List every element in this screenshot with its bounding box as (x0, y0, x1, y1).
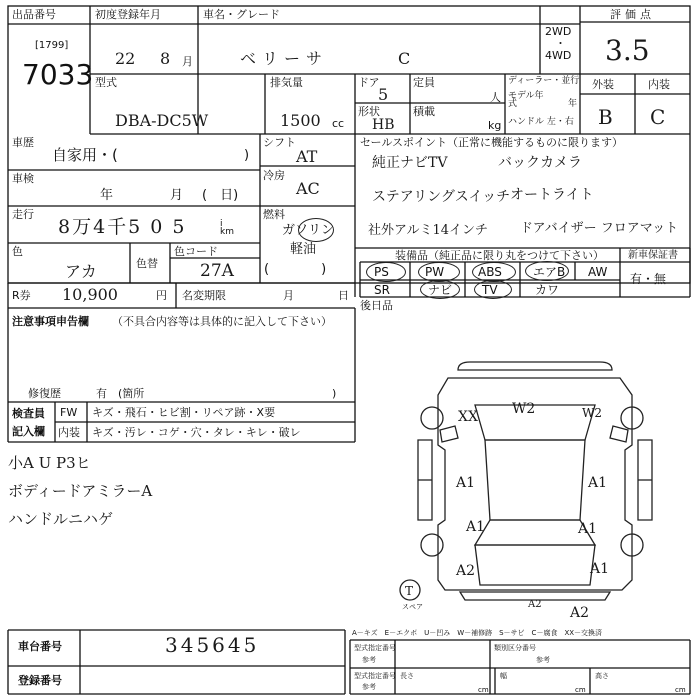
width-cm: cm (575, 686, 586, 694)
fuel-gasoline-circle (298, 218, 334, 242)
mileage-label: 走行 (12, 208, 34, 221)
chassis-value: 345645 (165, 633, 260, 657)
fw-label: FW (60, 406, 78, 419)
drive-4wd: 4WD (545, 49, 572, 62)
equip-navi: ナビ (428, 283, 453, 297)
later-label: 後日品 (360, 299, 393, 312)
exterior-label: 外装 (592, 78, 614, 91)
int-text: キズ・汚レ・コゲ・穴・タレ・キレ・破レ (92, 426, 301, 439)
color-code: 27A (200, 261, 234, 281)
equip-ps: PS (374, 265, 389, 279)
month-unit: 月 (182, 55, 193, 68)
first-reg-year: 22 (115, 49, 136, 68)
name-label: 車名・グレード (203, 8, 280, 21)
first-reg-label: 初度登録年月 (95, 8, 161, 21)
ac-value: AC (296, 179, 320, 198)
remark-3: ハンドルニハゲ (8, 510, 114, 528)
drive-dot: ・ (555, 37, 566, 50)
repair-label: 修復歴 (28, 387, 61, 400)
fuel-label: 燃料 (263, 208, 285, 221)
damage-mark-xx: XX (458, 409, 478, 425)
model-value: DBA-DC5W (115, 111, 209, 130)
fuel-light-oil: 軽油 (290, 242, 317, 257)
inspector-label-1: 検査員 (12, 407, 45, 420)
equip-sr: SR (374, 283, 390, 297)
sales-point-5: 社外アルミ14インチ (368, 223, 489, 238)
grade: C (398, 49, 411, 68)
model-label: 型式 (95, 76, 117, 89)
equip-leather: カワ (535, 283, 560, 297)
color-label: 色 (12, 245, 23, 258)
legend: A－キズ E－エクボ U－凹み W－補修跡 S－サビ C－腐食 XX－交換済 (352, 629, 603, 637)
spare-mark: T (405, 584, 414, 598)
ticket-value: 10,900 (62, 285, 118, 304)
frame-label: 型式指定番号 (354, 644, 396, 652)
lot-small: [1799] (35, 40, 69, 51)
doors-label: ドア (358, 76, 380, 89)
damage-mark-a1-rear-right: A1 (578, 521, 598, 537)
circle-pw (418, 262, 460, 282)
equip-tv: TV (482, 283, 498, 297)
remark-2: ボディードアミラーA (8, 482, 153, 500)
damage-mark-w2-right: W2 (582, 406, 602, 420)
sales-point-3: ステアリングスイッチ (372, 189, 511, 205)
class-label: 類別区分番号 (494, 644, 536, 652)
color-code-label: 色コード (174, 245, 218, 258)
doors: 5 (378, 85, 389, 104)
color-change-label: 色替 (136, 257, 158, 270)
length-label: 長さ (400, 672, 414, 680)
spare-label: スペア (402, 603, 423, 611)
lot-label: 出品番号 (12, 8, 56, 21)
damage-mark-a1-rear-left: A1 (466, 519, 486, 535)
displacement: 1500 (280, 111, 321, 130)
kg-unit: kg (488, 119, 502, 132)
circle-navi (420, 280, 460, 299)
year-unit: 年 (568, 99, 578, 109)
damage-mark-w2-front: W2 (512, 401, 536, 417)
mileage-unit: i km (220, 219, 234, 237)
yen-unit: 円 (156, 289, 167, 302)
handle-label: ハンドル 左・右 (508, 117, 574, 127)
first-reg-month: 8 (160, 49, 171, 68)
grade-eval-label: 評価点 (610, 8, 655, 21)
sales-point-6: ドアバイザー フロアマット (520, 221, 679, 236)
repair-parts: (箇所 (118, 387, 145, 400)
load-label: 積載 (413, 105, 435, 118)
mileage-value: 8万4千5 0 5 (58, 216, 187, 238)
warranty-value: 有・無 (630, 272, 667, 286)
damage-mark-a2-bumper: A2 (528, 599, 542, 610)
history-label: 車歴 (12, 136, 34, 149)
sales-point-1: 純正ナビTV (372, 155, 448, 171)
cc-unit: cc (332, 117, 345, 130)
class-ref: 参考 (536, 656, 550, 664)
chassis-label: 車台番号 (18, 640, 62, 653)
sales-title: セールスポイント（正常に機能するものに限ります） (360, 136, 624, 149)
shape-label: 形状 (358, 105, 380, 118)
sales-point-4: オートライト (510, 187, 594, 203)
damage-mark-a1-right: A1 (588, 475, 608, 491)
damage-mark-a1-qtr: A1 (590, 561, 610, 577)
equip-pw: PW (425, 265, 445, 279)
shape: HB (372, 117, 395, 133)
dims-label: 型式指定番号 (354, 672, 396, 680)
repair-value: 有 (96, 387, 107, 400)
grade-eval: 3.5 (605, 34, 650, 67)
inspector-label-2: 記入欄 (12, 425, 45, 438)
inspection-month: 月 (170, 188, 184, 203)
length-cm: cm (478, 686, 489, 694)
interior-grade: C (650, 105, 666, 129)
car-name: ベリーサ (240, 49, 329, 68)
width-label: 幅 (500, 672, 507, 680)
exterior-grade: B (598, 105, 613, 129)
sales-point-2: バックカメラ (498, 155, 582, 171)
name-change-month: 月 (283, 289, 294, 302)
lot-number: 7033 (22, 58, 94, 91)
frame-ref: 参考 (362, 656, 376, 664)
circle-abs (472, 262, 516, 282)
name-change-day: 日 (338, 289, 349, 302)
capacity-label: 定員 (413, 76, 435, 89)
caution-note: （不具合内容等は具体的に記入して下さい） (112, 315, 332, 328)
name-change-label: 名変期限 (182, 289, 226, 302)
circle-tv (474, 280, 512, 299)
person-unit: 人 (490, 91, 501, 104)
shift-label: シフト (263, 136, 296, 149)
car-diagram (400, 362, 652, 600)
model-year-label: モデル年式 (508, 91, 544, 109)
height-label: 高さ (595, 672, 609, 680)
displacement-label: 排気量 (270, 76, 303, 89)
int-label: 内装 (58, 426, 80, 439)
equipment-title: 装備品（純正品に限り丸をつけて下さい） (395, 249, 604, 262)
shift-value: AT (296, 147, 318, 166)
inspection-day: ( 日) (202, 188, 239, 203)
drive-2wd: 2WD (545, 25, 572, 38)
circle-airbag (525, 261, 569, 281)
equip-aw: AW (588, 265, 608, 279)
history-value: 自家用・( (52, 146, 118, 164)
inspection-year: 年 (100, 188, 114, 203)
inspection-label: 車検 (12, 172, 34, 185)
dealer-label: ディーラー・並行 (508, 76, 580, 86)
ticket-label: R券 (12, 289, 31, 302)
fuel-gasoline: ガソリン (282, 223, 335, 238)
damage-mark-a2-rear: A2 (570, 605, 590, 621)
interior-label: 内装 (648, 78, 670, 91)
equip-abs: ABS (478, 265, 502, 279)
damage-mark-a2-left: A2 (456, 563, 476, 579)
warranty-label: 新車保証書 (628, 250, 678, 261)
height-cm: cm (675, 686, 686, 694)
ac-label: 冷房 (263, 169, 285, 182)
damage-mark-a1-left: A1 (456, 475, 476, 491)
circle-ps (366, 262, 406, 282)
remark-1: 小A U P3ヒ (8, 454, 91, 472)
history-close: ) (244, 148, 250, 163)
fuel-paren: ( ) (264, 262, 327, 277)
repair-close: ) (332, 387, 337, 400)
reg-label: 登録番号 (18, 674, 62, 687)
dims-ref: 参考 (362, 683, 376, 691)
color-value: アカ (65, 262, 97, 281)
caution-label: 注意事項申告欄 (12, 315, 89, 328)
equip-airbag: エアB (533, 265, 566, 279)
fw-text: キズ・飛石・ヒビ割・リペア跡・X要 (92, 406, 276, 419)
